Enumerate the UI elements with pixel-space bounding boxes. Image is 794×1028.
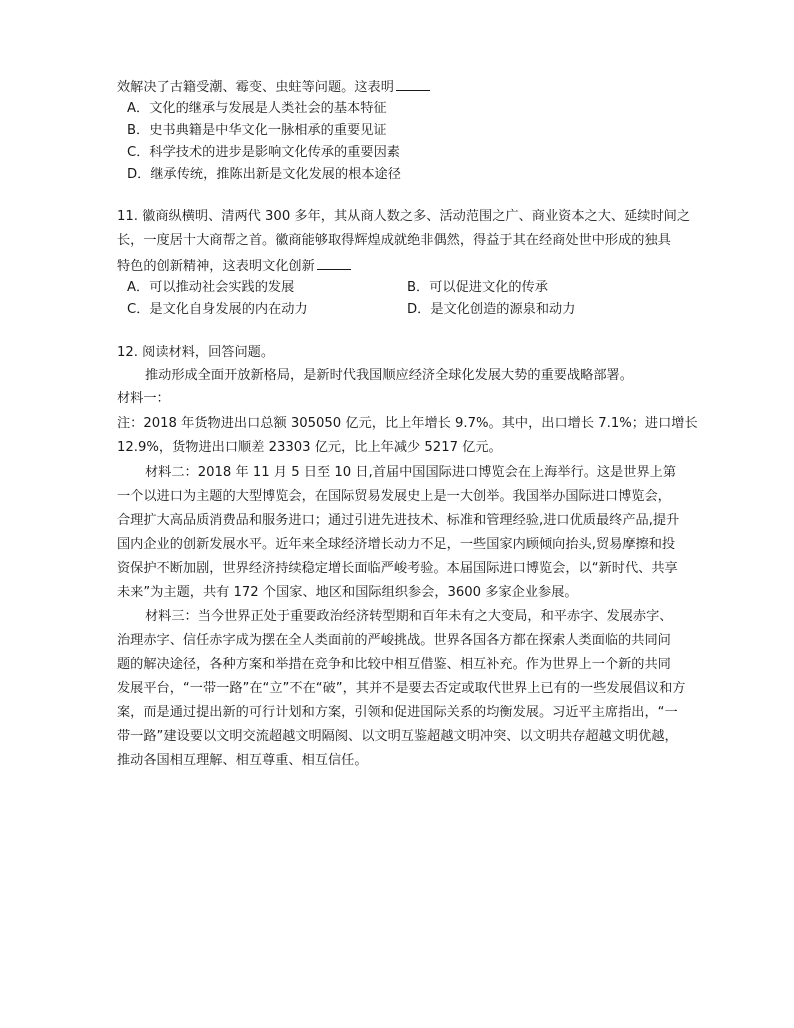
q12-material-3-line-1: 材料三：当今世界正处于重要政治经济转型期和百年未有之大变局，和平赤字、发展赤字、 [145, 609, 673, 624]
q10-stem-text: 效解决了古籍受潮、霉变、虫蛀等问题。这表明 [117, 80, 394, 95]
q10-option-b: B．史书典籍是中华文化一脉相承的重要见证 [127, 123, 387, 138]
q11-stem-line-1: 11. 徽商纵横明、清两代 300 多年，其从商人数之多、活动范围之广、商业资本之大、延续时间之 [117, 209, 691, 224]
q11-option-c: C．是文化自身发展的内在动力 [127, 302, 308, 317]
q10-option-c: C．科学技术的进步是影响文化传承的重要因素 [127, 145, 400, 160]
q11-stem-line-3 [117, 255, 351, 275]
q12-material-3-line-3: 题的解决途径，各种方案和举措在竞争和比较中相互借鉴、相互补充。作为世界上一个新的共同 [117, 657, 671, 672]
q12-header: 12. 阅读材料，回答问题。 [117, 345, 275, 360]
q11-option-a: A．可以推动社会实践的发展 [127, 280, 295, 295]
q12-material-2-line-5: 资保护不断加剧，世界经济持续稳定增长面临严峻考验。本届国际进口博览会，以“新时代、共享 [117, 561, 678, 576]
q12-material-1-label: 材料一： [117, 391, 170, 406]
q12-material-2-line-6: 未来”为主题，共有 172 个国家、地区和国际组织参会，3600 多家企业参展。 [117, 585, 578, 600]
q10-option-d: D．继承传统，推陈出新是文化发展的根本途径 [127, 167, 401, 182]
answer-blank [317, 255, 351, 270]
q10-option-a: A．文化的继承与发展是人类社会的基本特征 [127, 101, 387, 116]
q12-material-3-line-4: 发展平台，“一带一路”在“立”不在“破”，其并不是要去否定或取代世界上已有的一些发展倡议和方 [117, 681, 686, 696]
q11-option-d: D．是文化创造的源泉和动力 [407, 302, 576, 317]
q12-material-2-line-3: 合理扩大高品质消费品和服务进口；通过引进先进技术、标准和管理经验,进口优质最终产品,提升 [117, 513, 680, 528]
q11-option-b: B．可以促进文化的传承 [407, 280, 548, 295]
q11-stem-line-2: 长，一度居十大商帮之首。徽商能够取得辉煌成就绝非偶然，得益于其在经商处世中形成的独具 [117, 233, 671, 248]
q12-note-line-2: 12.9%，货物进出口顺差 23303 亿元，比上年减少 5217 亿元。 [117, 440, 502, 455]
q10-stem [117, 76, 430, 96]
q12-intro: 推动形成全面开放新格局，是新时代我国顺应经济全球化发展大势的重要战略部署。 [145, 368, 633, 383]
q12-material-3-line-2: 治理赤字、信任赤字成为摆在全人类面前的严峻挑战。世界各国各方都在探索人类面临的共同问 [117, 633, 671, 648]
q12-note-line-1: 注：2018 年货物进出口总额 305050 亿元，比上年增长 9.7%。其中，出口增长 7.1%；进口增长 [117, 416, 698, 431]
q12-material-3-line-7: 推动各国相互理解、相互尊重、相互信任。 [117, 753, 368, 768]
q12-material-3-line-6: 带一路”建设要以文明交流超越文明隔阂、以文明互鉴超越文明冲突、以文明共存超越文明优越， [117, 729, 678, 744]
answer-blank [396, 76, 430, 91]
q12-material-2-line-4: 国内企业的创新发展水平。近年来全球经济增长动力不足，一些国家内顾倾向抬头,贸易摩擦和投 [117, 537, 676, 552]
q12-material-2-line-1: 材料二：2018 年 11 月 5 日至 10 日,首届中国国际进口博览会在上海举行。这是世界上第 [145, 465, 677, 480]
q11-stem-text: 特色的创新精神，这表明文化创新 [117, 259, 315, 274]
q12-material-2-line-2: 一个以进口为主题的大型博览会，在国际贸易发展史上是一大创举。我国举办国际进口博览会， [117, 489, 671, 504]
q12-material-3-line-5: 案，而是通过提出新的可行计划和方案，引领和促进国际关系的均衡发展。习近平主席指出，“一 [117, 705, 678, 720]
